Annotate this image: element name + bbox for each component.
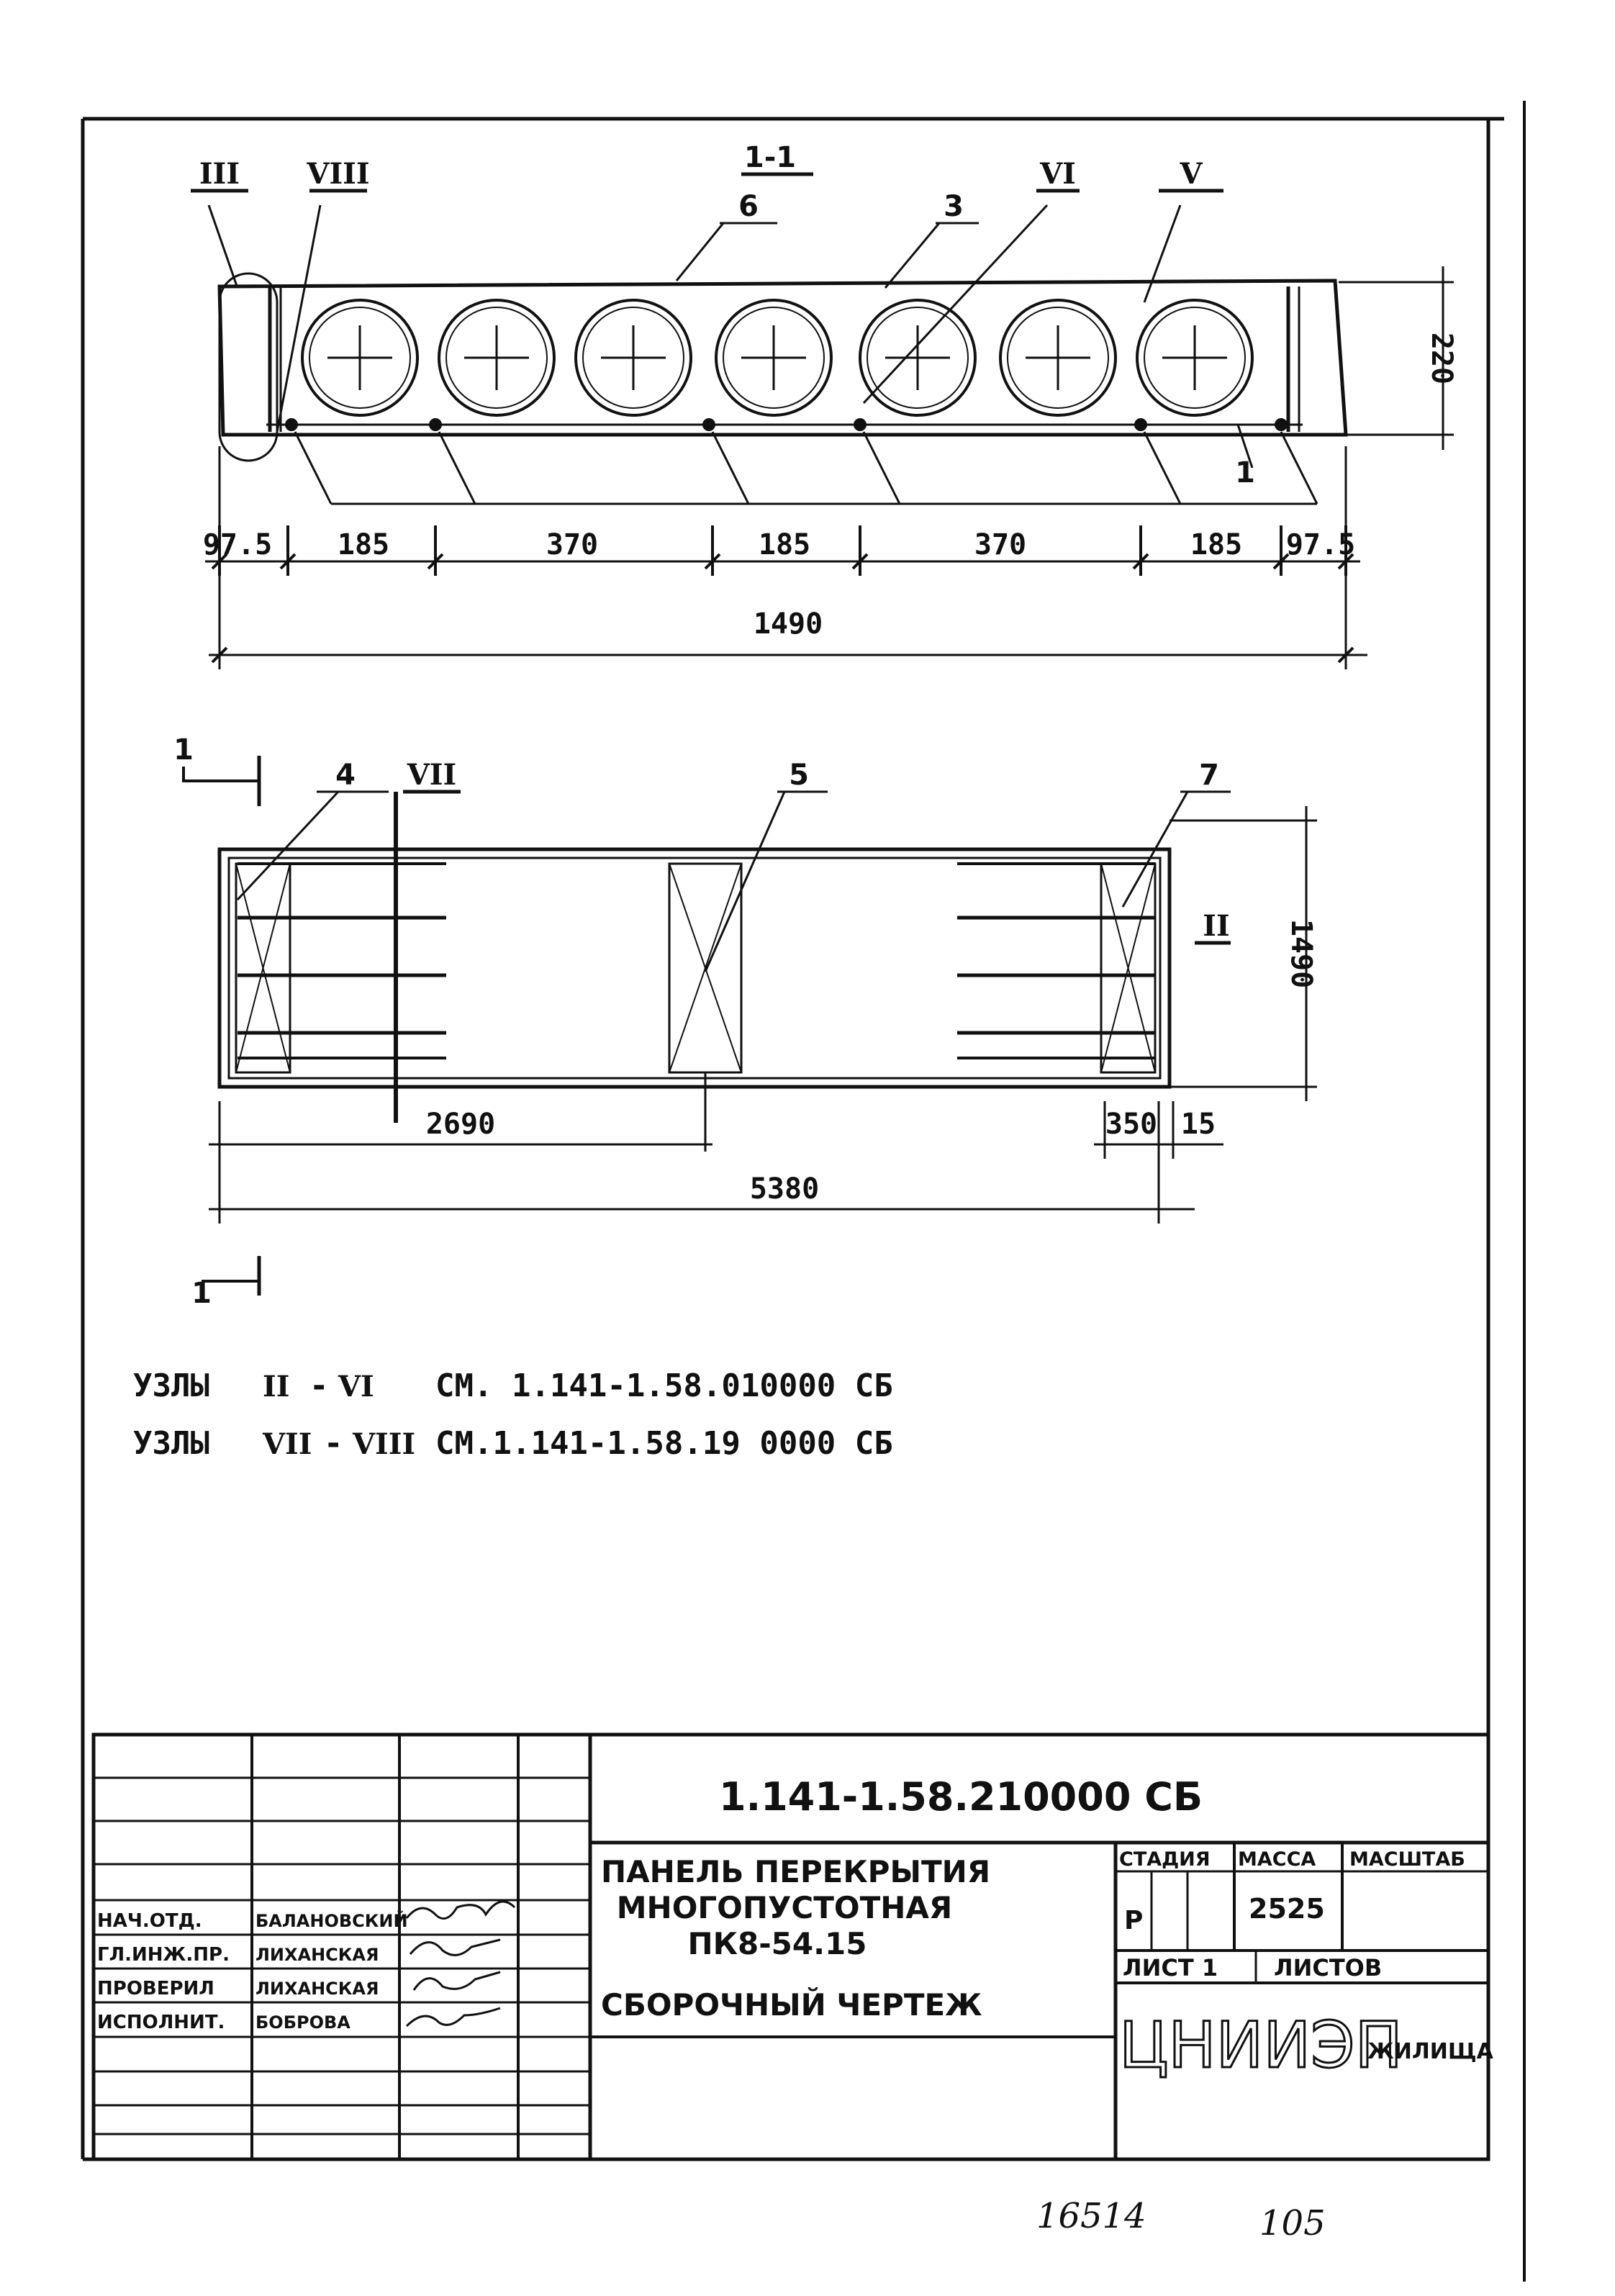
note-2-prefix: УЗЛЫ xyxy=(133,1425,209,1462)
scale-header: МАСШТАБ xyxy=(1349,1848,1465,1871)
rebar-dot xyxy=(1275,418,1288,431)
note-2-to: VIII xyxy=(353,1427,416,1461)
dim-97-5-left: 97.5 xyxy=(202,528,273,561)
rebar-dot xyxy=(285,418,298,431)
sheet-label: ЛИСТ 1 xyxy=(1123,1954,1218,1981)
node-label-vii: VII xyxy=(407,758,457,792)
dim-185-a: 185 xyxy=(337,528,390,561)
rebar-dot xyxy=(702,418,715,431)
dim-370-b: 370 xyxy=(974,528,1027,561)
note-1-to: VI xyxy=(338,1370,374,1404)
node-label-iii: III xyxy=(199,157,240,191)
doc-code: 1.141-1.58.210000 СБ xyxy=(719,1774,1203,1820)
dim-15: 15 xyxy=(1180,1108,1216,1141)
name-3: ЛИХАНСКАЯ xyxy=(255,1979,379,1999)
mass-value: 2525 xyxy=(1249,1893,1325,1925)
stage-value: Р xyxy=(1124,1906,1144,1935)
org-main: ЦНИИЭП xyxy=(1119,2008,1403,2082)
name-2: ЛИХАНСКАЯ xyxy=(255,1945,379,1965)
plan-total-dim: 5380 xyxy=(749,1172,820,1206)
signature-3 xyxy=(414,1972,500,1990)
signatures xyxy=(407,1902,515,2026)
item-label-6: 6 xyxy=(738,190,759,223)
name-line-2: МНОГОПУСТОТНАЯ xyxy=(616,1890,953,1925)
item-label-1: 1 xyxy=(1235,456,1255,489)
name-1: БАЛАНОВСКИЙ xyxy=(255,1911,408,1931)
role-1: НАЧ.ОТД. xyxy=(97,1910,202,1932)
note-1-prefix: УЗЛЫ xyxy=(133,1368,209,1404)
void-circles xyxy=(302,300,1252,415)
name-4: БОБРОВА xyxy=(255,2012,350,2033)
note-2-ref: СМ.1.141-1.58.19 0000 СБ xyxy=(435,1425,893,1462)
role-4: ИСПОЛНИТ. xyxy=(97,2012,225,2033)
note-1-dash: - xyxy=(309,1368,329,1404)
org-sub: ЖИЛИЩА xyxy=(1367,2039,1493,2064)
rebar-dot xyxy=(1134,418,1147,431)
node-label-v: V xyxy=(1180,157,1203,191)
section-view xyxy=(191,174,1454,669)
dim-2690: 2690 xyxy=(425,1108,496,1141)
signature-2 xyxy=(410,1940,500,1955)
section-title: 1-1 xyxy=(743,141,797,174)
node-label-ii: II xyxy=(1203,909,1230,943)
section-total-dim: 1490 xyxy=(753,607,823,641)
stage-header: СТАДИЯ xyxy=(1119,1848,1211,1871)
section-labels xyxy=(199,141,1458,641)
dim-350: 350 xyxy=(1105,1108,1158,1141)
role-3: ПРОВЕРИЛ xyxy=(97,1978,214,1999)
plan-labels xyxy=(173,733,1318,1310)
rebar-dot xyxy=(429,418,442,431)
plan-width-dim: 1490 xyxy=(1285,918,1318,989)
signature-1 xyxy=(407,1902,515,1919)
plan-view xyxy=(184,756,1317,1296)
note-2-from: VII xyxy=(263,1427,312,1461)
name-line-3: ПК8-54.15 xyxy=(687,1926,867,1961)
item-label-7: 7 xyxy=(1199,759,1219,792)
signature-4 xyxy=(407,2008,500,2026)
sheets-label: ЛИСТОВ xyxy=(1274,1954,1383,1981)
height-dim: 220 xyxy=(1425,332,1458,385)
node-label-vi: VI xyxy=(1040,157,1076,191)
note-2-dash: - xyxy=(324,1425,343,1462)
cut-label-bottom: 1 xyxy=(191,1277,212,1310)
note-1-from: II xyxy=(263,1370,290,1404)
mass-header: МАССА xyxy=(1238,1848,1316,1871)
item-label-5: 5 xyxy=(789,759,809,792)
node-label-viii: VIII xyxy=(307,157,370,191)
role-2: ГЛ.ИНЖ.ПР. xyxy=(97,1944,230,1966)
item-label-4: 4 xyxy=(335,759,356,792)
note-1-ref: СМ. 1.141-1.58.010000 СБ xyxy=(435,1368,893,1404)
item-label-3: 3 xyxy=(944,190,964,223)
drawing-type: СБОРОЧНЫЙ ЧЕРТЕЖ xyxy=(601,1987,982,2022)
plan-rebar-stubs xyxy=(238,864,1155,1058)
handwritten-number-2: 105 xyxy=(1259,2203,1326,2243)
rebar-dot xyxy=(854,418,867,431)
name-line-1: ПАНЕЛЬ ПЕРЕКРЫТИЯ xyxy=(601,1854,991,1889)
dim-185-c: 185 xyxy=(1190,528,1243,561)
handwritten-number-1: 16514 xyxy=(1036,2196,1146,2236)
notes xyxy=(133,1368,893,1462)
dim-97-5-right: 97.5 xyxy=(1285,528,1356,561)
dim-185-b: 185 xyxy=(758,528,811,561)
cut-label-top: 1 xyxy=(173,733,194,767)
dim-370-a: 370 xyxy=(546,528,599,561)
